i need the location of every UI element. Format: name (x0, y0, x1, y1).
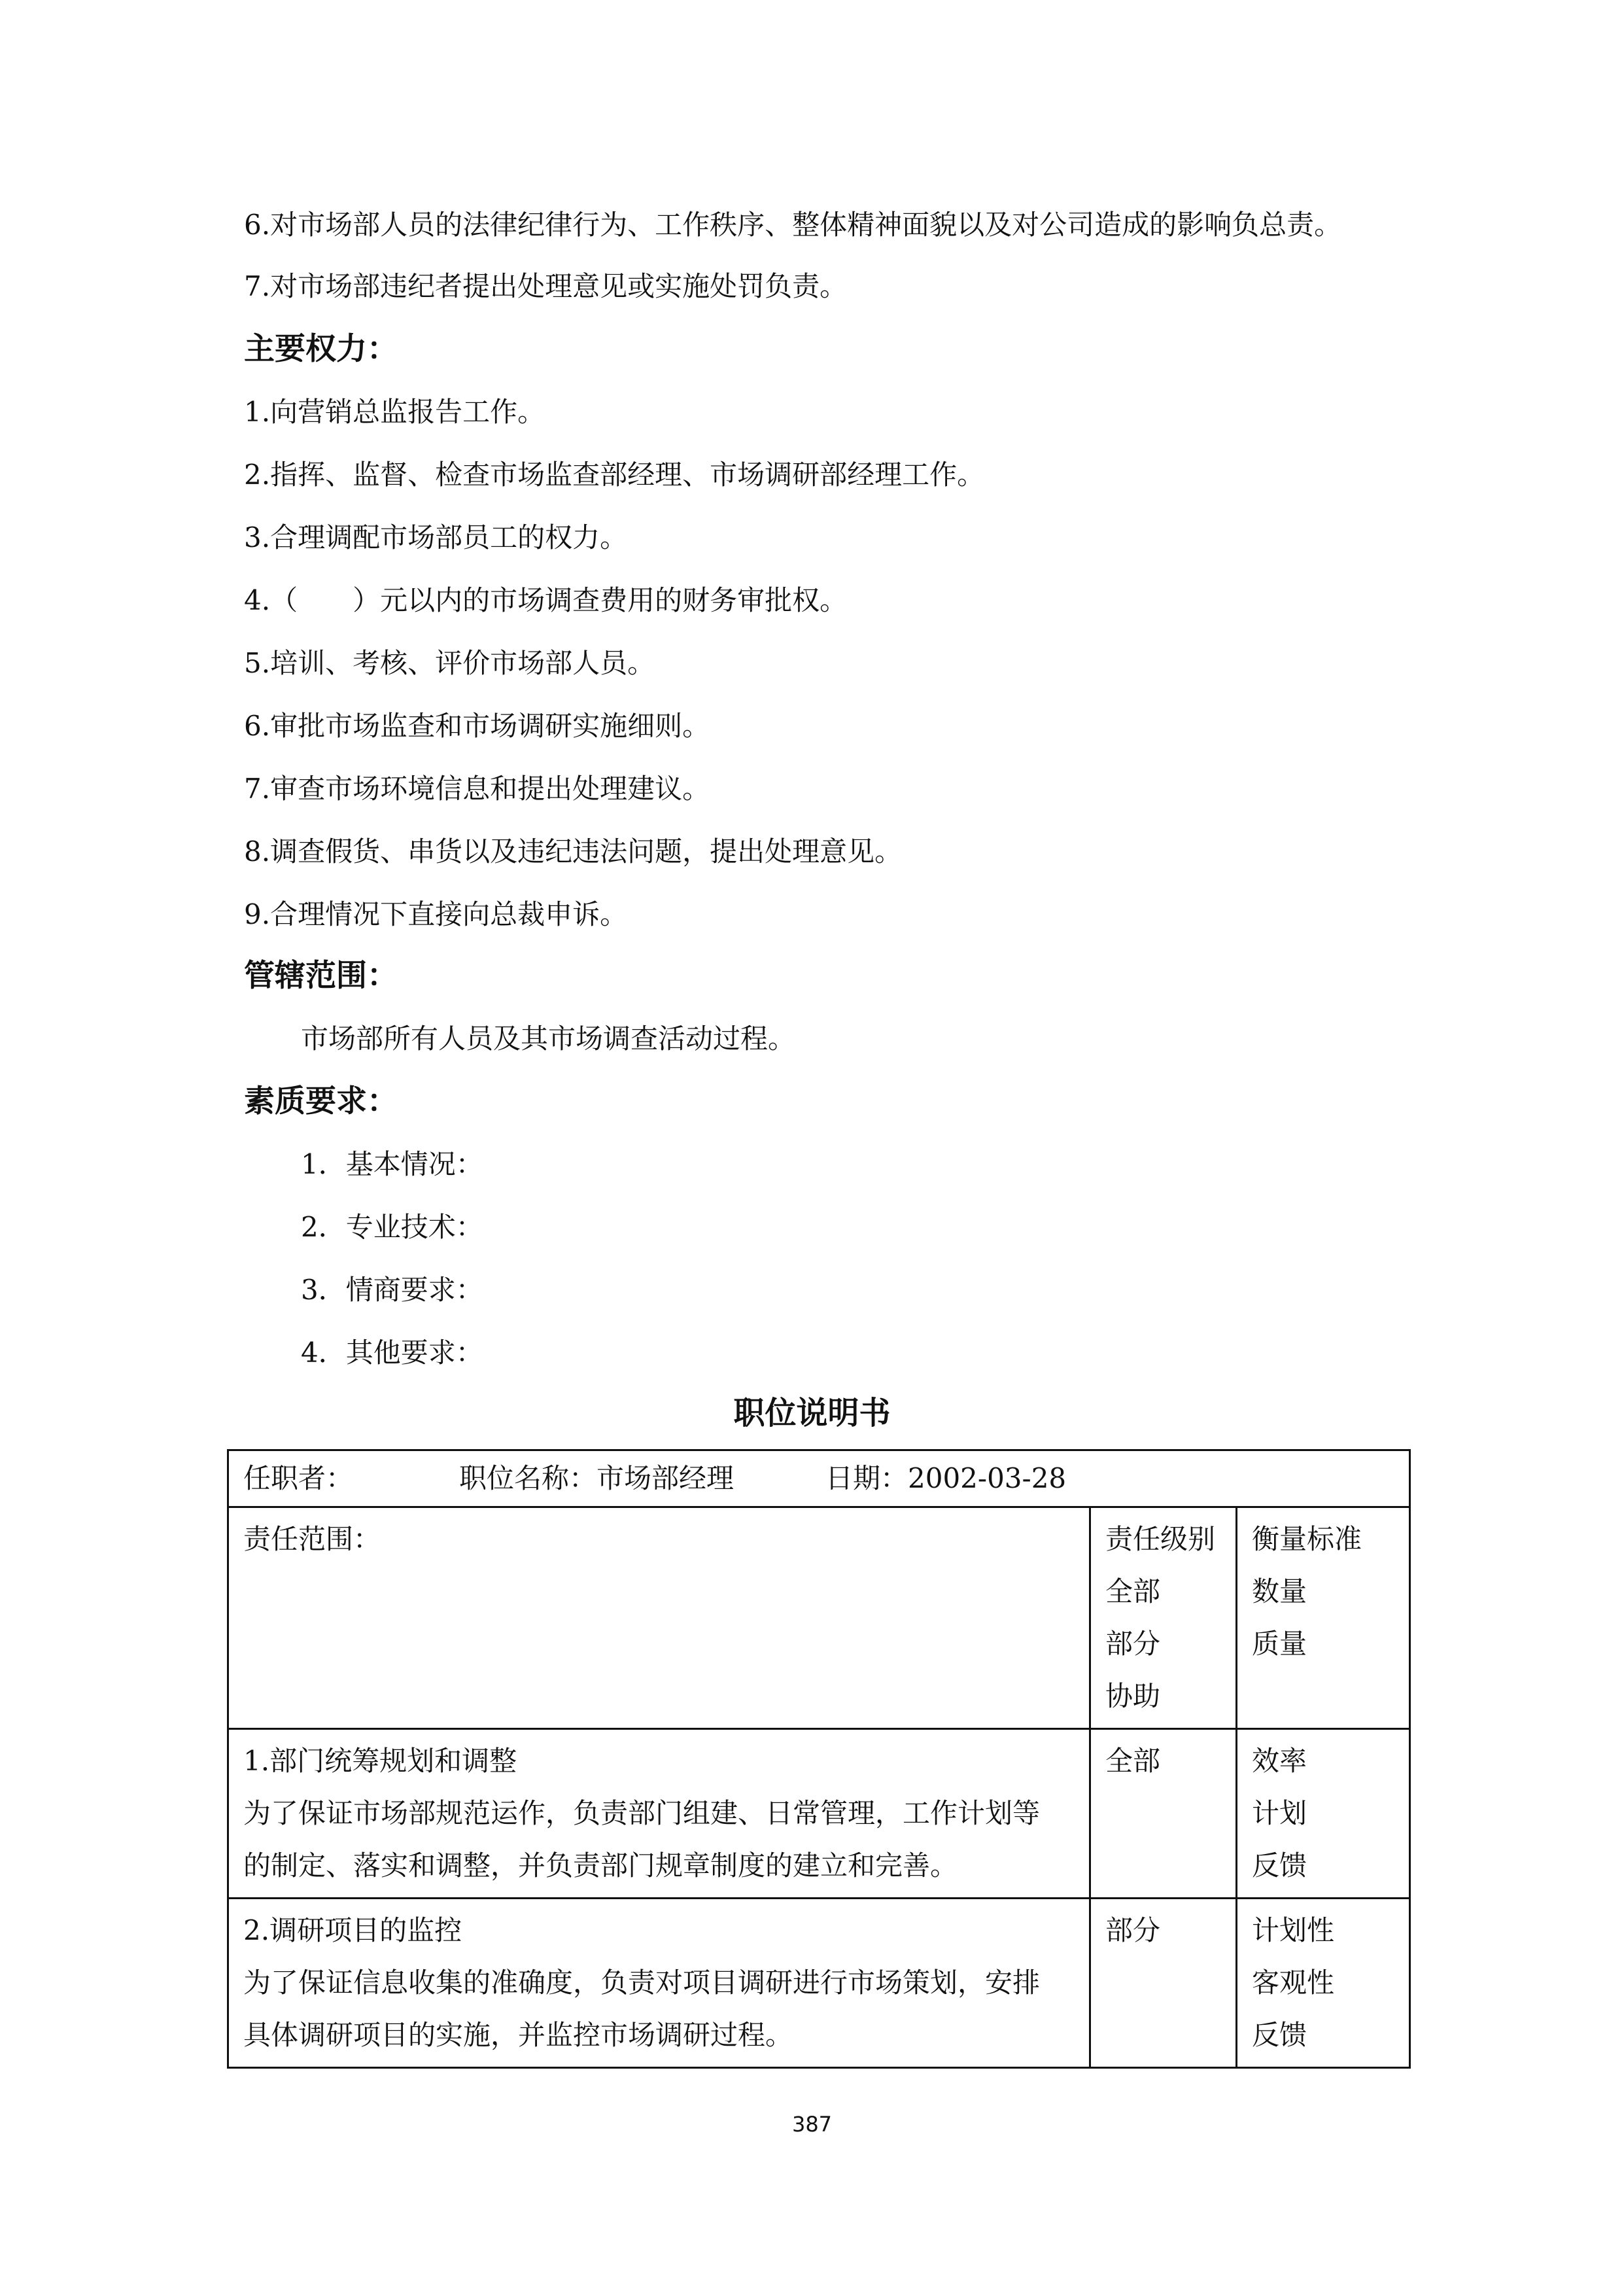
responsibility-cell (228, 1899, 1090, 2068)
header-cell (228, 1450, 1410, 1507)
power-item-5: 5.培训、考核、评价市场部人员。 (244, 647, 655, 679)
power-item-8: 8.调查假货、串货以及违纪违法问题，提出处理意见。 (244, 835, 903, 867)
responsibility-desc: 为了保证市场部规范运作，负责部门组建、日常管理，工作计划等 (243, 1797, 1041, 1829)
power-item-3: 3.合理调配市场部员工的权力。 (244, 521, 628, 553)
measure-column-cell (1237, 1507, 1410, 1729)
responsibility-title: 2.调研项目的监控 (243, 1914, 462, 1946)
quality-item-2: 2．专业技术： (301, 1211, 483, 1243)
measure-value: 客观性 (1252, 1967, 1335, 1999)
power-item-6: 6.审批市场监查和市场调研实施细则。 (244, 710, 710, 742)
measure-value: 计划 (1252, 1797, 1307, 1829)
date-label: 日期：2002-03-28 (825, 1462, 1067, 1494)
power-item-2: 2.指挥、监督、检查市场监查部经理、市场调研部经理工作。 (244, 459, 985, 491)
holder-label: 任职者： (243, 1462, 354, 1494)
level-option: 全部 (1105, 1575, 1161, 1607)
measure-value: 效率 (1252, 1745, 1307, 1777)
measure-option: 数量 (1252, 1575, 1307, 1607)
level-option: 协助 (1105, 1680, 1161, 1712)
measure-option: 质量 (1252, 1628, 1307, 1660)
level-option: 部分 (1105, 1628, 1161, 1660)
measure-cell (1237, 1729, 1410, 1899)
duty-item-7: 7.对市场部违纪者提出处理意见或实施处罚负责。 (244, 270, 848, 302)
measure-value: 反馈 (1252, 2019, 1307, 2051)
scope-text: 市场部所有人员及其市场调查活动过程。 (301, 1023, 796, 1055)
responsibility-desc: 的制定、落实和调整，并负责部门规章制度的建立和完善。 (243, 1849, 958, 1882)
measure-label: 衡量标准 (1252, 1523, 1362, 1555)
page-number: 387 (791, 2112, 833, 2137)
quality-heading: 素质要求： (244, 1083, 398, 1119)
scope-label-cell (228, 1507, 1090, 1729)
measure-value: 计划性 (1252, 1914, 1335, 1946)
level-value: 全部 (1105, 1745, 1161, 1777)
level-cell (1090, 1729, 1237, 1899)
quality-item-4: 4．其他要求： (301, 1337, 483, 1369)
table-row (228, 1899, 1410, 2068)
responsibility-desc: 为了保证信息收集的准确度，负责对项目调研进行市场策划，安排 (243, 1967, 1041, 1999)
responsibility-title: 1.部门统筹规划和调整 (243, 1745, 517, 1777)
position-label: 职位名称：市场部经理 (459, 1462, 734, 1494)
level-cell (1090, 1899, 1237, 2068)
level-column-cell (1090, 1507, 1237, 1729)
table-row (228, 1729, 1410, 1899)
responsibility-desc: 具体调研项目的实施，并监控市场调研过程。 (243, 2019, 793, 2051)
level-value: 部分 (1105, 1914, 1161, 1946)
power-item-1: 1.向营销总监报告工作。 (244, 396, 545, 428)
powers-heading: 主要权力： (244, 331, 398, 367)
power-item-7: 7.审查市场环境信息和提出处理建议。 (244, 773, 710, 805)
quality-item-1: 1．基本情况： (301, 1148, 483, 1180)
level-label: 责任级别 (1105, 1523, 1216, 1555)
measure-value: 反馈 (1252, 1849, 1307, 1882)
scope-heading: 管辖范围： (244, 958, 398, 994)
power-item-9: 9.合理情况下直接向总裁申诉。 (244, 898, 628, 930)
power-item-4: 4.（ ）元以内的市场调查费用的财务审批权。 (244, 584, 848, 616)
duty-item-6: 6.对市场部人员的法律纪律行为、工作秩序、整体精神面貌以及对公司造成的影响负总责。 (244, 209, 1342, 241)
measure-cell (1237, 1899, 1410, 2068)
scope-label: 责任范围： (243, 1523, 381, 1555)
table-header-row (228, 1450, 1410, 1507)
table-columns-row (228, 1507, 1410, 1729)
job-description-title: 职位说明书 (733, 1395, 891, 1431)
responsibility-cell (228, 1729, 1090, 1899)
job-description-table (227, 1449, 1411, 2069)
quality-item-3: 3．情商要求： (301, 1274, 483, 1306)
